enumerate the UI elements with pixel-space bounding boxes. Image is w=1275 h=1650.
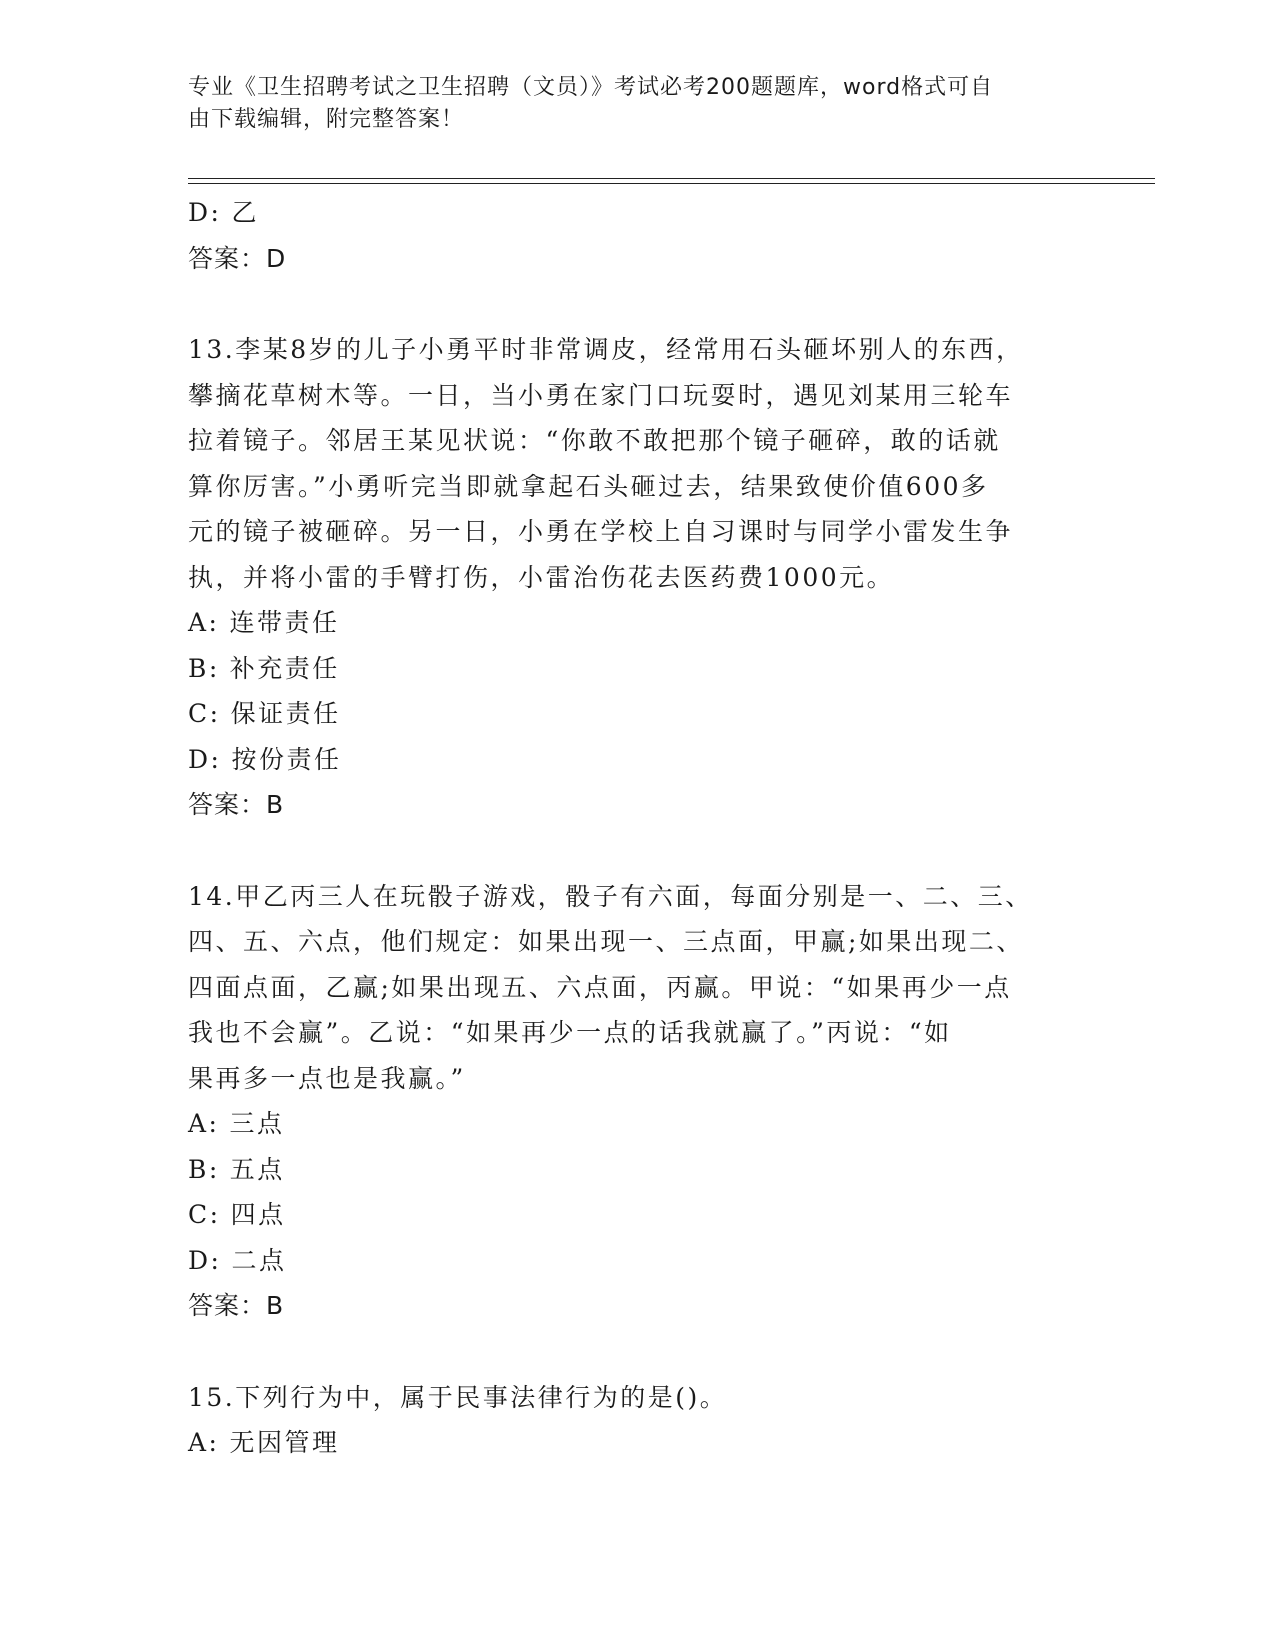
question-14-text [188,874,1068,1102]
question-15-text [188,1375,1068,1421]
question-13-option-b [188,646,1068,692]
header-title-line-1: 专业《卫生招聘考试之卫生招聘（文员）》考试必考200题题库，word格式可自 [188,75,994,100]
spacer [188,1329,1068,1375]
question-line: 元的镜子被砸碎。另一日，小勇在学校上自习课时与同学小雷发生争 [188,517,1014,546]
spacer [188,828,1068,874]
option-text: 三点 [229,1109,285,1138]
question-13-answer: 答案：B [188,790,285,819]
question-line: 我也不会赢”。乙说：“如果再少一点的话我就赢了。”丙说：“如 [188,1018,952,1047]
question-14-option-d [188,1238,1068,1284]
option-text: 乙 [231,198,259,227]
question-14-option-b [188,1147,1068,1193]
option-key: A: [188,1428,220,1457]
option-key: D: [188,1245,222,1275]
question-15 [188,1375,1068,1466]
question-13-option-d [188,737,1068,783]
question-13-text [188,327,1068,600]
option-text: 补充责任 [229,653,340,683]
question-line: 四面点面，乙赢;如果出现五、六点面，丙赢。甲说：“如果再少一点 [188,972,1012,1002]
question-14-answer: 答案：B [188,1291,285,1320]
prev-answer: 答案：D [188,243,287,273]
question-line: 攀摘花草树木等。一日，当小勇在家门口玩耍时，遇见刘某用三轮车 [188,380,1014,410]
option-text: 无因管理 [229,1428,340,1457]
question-content [188,190,1068,1466]
page-header [188,72,1068,136]
header-divider-bottom [188,183,1155,184]
question-13-option-c [188,691,1068,737]
question-line: 四、五、六点，他们规定：如果出现一、三点面，甲赢;如果出现二、 [188,927,1024,956]
question-13-option-a [188,600,1068,646]
option-key: A: [188,1109,220,1138]
option-key: D: [188,744,222,774]
header-divider-top [188,178,1155,179]
option-text: 按份责任 [231,744,342,774]
question-line: 15.下列行为中，属于民事法律行为的是()。 [188,1382,728,1412]
question-14-option-a [188,1101,1068,1147]
option-text: 二点 [231,1245,287,1275]
question-line: 拉着镜子。邻居王某见状说：“你敢不敢把那个镜子砸碎，敢的话就 [188,426,1001,455]
question-line: 果再多一点也是我赢。” [188,1063,466,1093]
question-line: 算你厉害。”小勇听完当即就拿起石头砸过去，结果致使价值600多 [188,471,989,501]
spacer [188,281,1068,327]
option-key: B: [188,1154,220,1184]
question-line: 执，并将小雷的手臂打伤，小雷治伤花去医药费1000元。 [188,562,895,592]
option-text: 四点 [230,1200,286,1229]
option-text: 五点 [229,1154,285,1184]
question-13 [188,327,1068,828]
question-14 [188,874,1068,1329]
option-key: A: [188,608,220,637]
option-key: C: [188,699,221,728]
option-text: 保证责任 [230,699,341,728]
option-key: B: [188,653,220,683]
prev-option-d [188,190,1068,236]
option-text: 连带责任 [229,608,340,637]
question-line: 13.李某8岁的儿子小勇平时非常调皮，经常用石头砸坏别人的东西， [188,335,1024,364]
option-key: D: [188,198,222,227]
option-key: C: [188,1200,221,1229]
header-title-line-2: 由下载编辑，附完整答案！ [188,107,465,132]
question-line: 14.甲乙丙三人在玩骰子游戏，骰子有六面，每面分别是一、二、三、 [188,881,1033,911]
question-14-option-c [188,1192,1068,1238]
question-15-option-a [188,1420,1068,1466]
